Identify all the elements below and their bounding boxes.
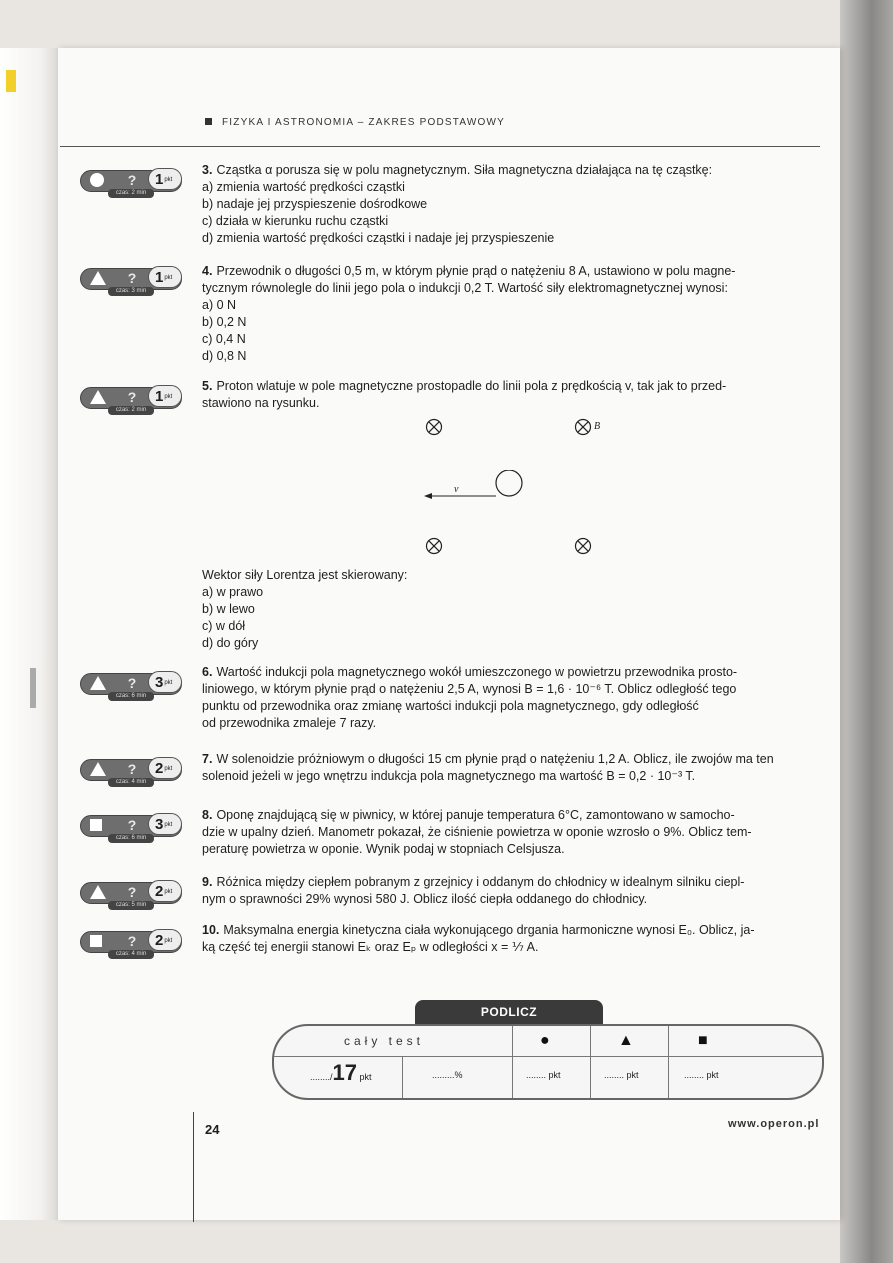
option: c) w dół [202, 619, 246, 633]
triangle-icon [90, 885, 106, 899]
time-label: czas: 6 min [108, 692, 154, 701]
task-text: ką część tej energii stanowi Eₖ oraz Eₚ w odległości x = ⅐ A. [202, 940, 539, 954]
proton-velocity-figure [420, 470, 530, 515]
task-text: Oponę znajdującą się w piwnicy, w której panuje temperatura 6°C, zamontowano w samocho- [216, 808, 735, 822]
page-header [205, 117, 505, 128]
task-text: Przewodnik o długości 0,5 m, w którym płynie prąd o natężeniu 8 A, ustawiono w polu magne- [216, 264, 736, 278]
points-badge: $1^{pkt}$ [148, 168, 182, 190]
circle-icon: ● [540, 1032, 550, 1049]
task-text: nym o sprawności 29% wynosi 580 J. Oblicz ilość ciepła oddanego do chłodnicy. [202, 892, 648, 906]
percent-score: .........% [432, 1070, 463, 1080]
triangle-icon: ▲ [618, 1032, 634, 1049]
square-score: ........ pkt [684, 1070, 719, 1080]
task-number: 3. [202, 163, 213, 177]
task-text: W solenoidzie próżniowym o długości 15 cm płynie prąd o natężeniu 1,2 A. Oblicz, ile zwojów ma ten [216, 752, 774, 766]
question-mark-icon: ? [127, 389, 137, 405]
task-text: Wartość indukcji pola magnetycznego wokół umieszczonego w powietrzu przewodnika prosto- [216, 665, 738, 679]
option: b) w lewo [202, 602, 255, 616]
header-rule [60, 146, 820, 147]
points-badge: $2^{pkt}$ [148, 929, 182, 951]
task-number: 6. [202, 665, 213, 679]
score-calculator [272, 1024, 824, 1100]
task-question: Wektor siły Lorentza jest skierowany: [202, 568, 408, 582]
column-divider [402, 1056, 403, 1098]
total-score: ......../17 pkt [310, 1060, 372, 1085]
task-text: tycznym równolegle do linii jego pola o indukcji 0,2 T. Wartość siły elektromagnetycznej wynosi: [202, 281, 728, 295]
task-7 [202, 751, 774, 785]
task-number: 9. [202, 875, 213, 889]
question-mark-icon: ? [127, 270, 137, 286]
triangle-icon [90, 271, 106, 285]
option: b) 0,2 N [202, 315, 247, 329]
task-number: 5. [202, 379, 213, 393]
time-label: czas: 2 min [108, 189, 154, 198]
task-badge [80, 268, 182, 298]
task-badge [80, 931, 182, 961]
task-5 [202, 378, 726, 412]
task-text: liniowego, w którym płynie prąd o natężeniu 2,5 A, wynosi B = 1,6 · 10⁻⁶ T. Oblicz odległość tego [202, 682, 737, 696]
task-text: dzie w upalny dzień. Manometr pokazał, że ciśnienie powietrza w oponie wzrosło o 9%. Oblicz tem- [202, 825, 752, 839]
task-badge [80, 387, 182, 417]
header-square-icon [205, 118, 212, 125]
task-text: punktu od przewodnika oraz zmianę wartości indukcji pola magnetycznego, gdy odległość [202, 699, 699, 713]
question-mark-icon: ? [127, 172, 137, 188]
points-badge: $1^{pkt}$ [148, 385, 182, 407]
points-badge: $3^{pkt}$ [148, 671, 182, 693]
right-page-edge [840, 0, 893, 1263]
question-mark-icon: ? [127, 884, 137, 900]
square-icon [90, 935, 102, 947]
option: a) w prawo [202, 585, 264, 599]
column-divider [590, 1026, 591, 1098]
field-into-page-icon [425, 418, 443, 436]
time-label: czas: 3 min [108, 287, 154, 296]
field-into-page-icon [574, 418, 592, 436]
points-badge: $3^{pkt}$ [148, 813, 182, 835]
time-label: czas: 4 min [108, 778, 154, 787]
page-number: 24 [205, 1122, 220, 1137]
question-mark-icon: ? [127, 761, 137, 777]
field-into-page-icon [574, 537, 592, 555]
option: d) zmienia wartość prędkości cząstki i nadaje jej przyspieszenie [202, 231, 555, 245]
points-badge: $2^{pkt}$ [148, 880, 182, 902]
task-10 [202, 922, 755, 956]
task-text: od przewodnika zmaleje 7 razy. [202, 716, 377, 730]
task-badge [80, 759, 182, 789]
circle-icon [90, 173, 104, 187]
publisher-url: www.operon.pl [728, 1118, 820, 1130]
task-5-options [202, 567, 407, 652]
task-number: 10. [202, 923, 220, 937]
task-text: solenoid jeżeli w jego wnętrzu indukcja pola magnetycznego ma wartość B = 0,2 · 10⁻³ T. [202, 769, 696, 783]
b-label: B [594, 421, 601, 432]
question-mark-icon: ? [127, 675, 137, 691]
field-into-page-icon [425, 537, 443, 555]
task-4 [202, 263, 735, 365]
left-page-edge [0, 48, 59, 1220]
triangle-score: ........ pkt [604, 1070, 639, 1080]
task-text: Różnica między ciepłem pobranym z grzejnicy i oddanym do chłodnicy w idealnym silniku ciepl- [216, 875, 745, 889]
option: d) 0,8 N [202, 349, 247, 363]
task-text: Cząstka α porusza się w polu magnetycznym. Siła magnetyczna działająca na tę cząstkę: [216, 163, 713, 177]
footer-rule [193, 1112, 194, 1222]
task-text: peraturę powietrza w oponie. Wynik podaj w stopniach Celsjusza. [202, 842, 565, 856]
option: a) zmienia wartość prędkości cząstki [202, 180, 405, 194]
task-badge [80, 170, 182, 200]
time-label: czas: 6 min [108, 834, 154, 843]
option: c) działa w kierunku ruchu cząstki [202, 214, 389, 228]
podlicz-button[interactable]: PODLICZ [415, 1000, 603, 1024]
task-text: Maksymalna energia kinetyczna ciała wykonującego drgania harmoniczne wynosi E₀. Oblicz, ja- [223, 923, 755, 937]
points-badge: $1^{pkt}$ [148, 266, 182, 288]
square-icon: ■ [698, 1032, 708, 1049]
option: a) 0 N [202, 298, 237, 312]
time-label: czas: 2 min [108, 406, 154, 415]
column-divider [668, 1026, 669, 1098]
edge-tab [30, 668, 36, 708]
triangle-icon [90, 676, 106, 690]
header-title: FIZYKA I ASTRONOMIA – ZAKRES PODSTAWOWY [222, 117, 505, 128]
column-divider [512, 1026, 513, 1098]
option: d) do góry [202, 636, 259, 650]
task-8 [202, 807, 752, 858]
task-badge [80, 673, 182, 703]
triangle-icon [90, 390, 106, 404]
task-text: stawiono na rysunku. [202, 396, 320, 410]
task-number: 7. [202, 752, 213, 766]
time-label: czas: 4 min [108, 950, 154, 959]
question-mark-icon: ? [127, 933, 137, 949]
task-text: Proton wlatuje w pole magnetyczne prostopadle do linii pola z prędkością v, tak jak to przed- [216, 379, 727, 393]
square-icon [90, 819, 102, 831]
task-9 [202, 874, 744, 908]
circle-score: ........ pkt [526, 1070, 561, 1080]
whole-test-label: cały test [344, 1034, 425, 1048]
triangle-icon [90, 762, 106, 776]
task-3 [202, 162, 712, 247]
v-label: v [454, 484, 459, 495]
points-badge: $2^{pkt}$ [148, 757, 182, 779]
edge-tab [6, 70, 16, 92]
task-badge [80, 815, 182, 845]
question-mark-icon: ? [127, 817, 137, 833]
option: c) 0,4 N [202, 332, 246, 346]
task-number: 8. [202, 808, 213, 822]
task-number: 4. [202, 264, 213, 278]
task-6 [202, 664, 737, 732]
task-badge [80, 882, 182, 912]
time-label: czas: 5 min [108, 901, 154, 910]
option: b) nadaje jej przyspieszenie dośrodkowe [202, 197, 428, 211]
